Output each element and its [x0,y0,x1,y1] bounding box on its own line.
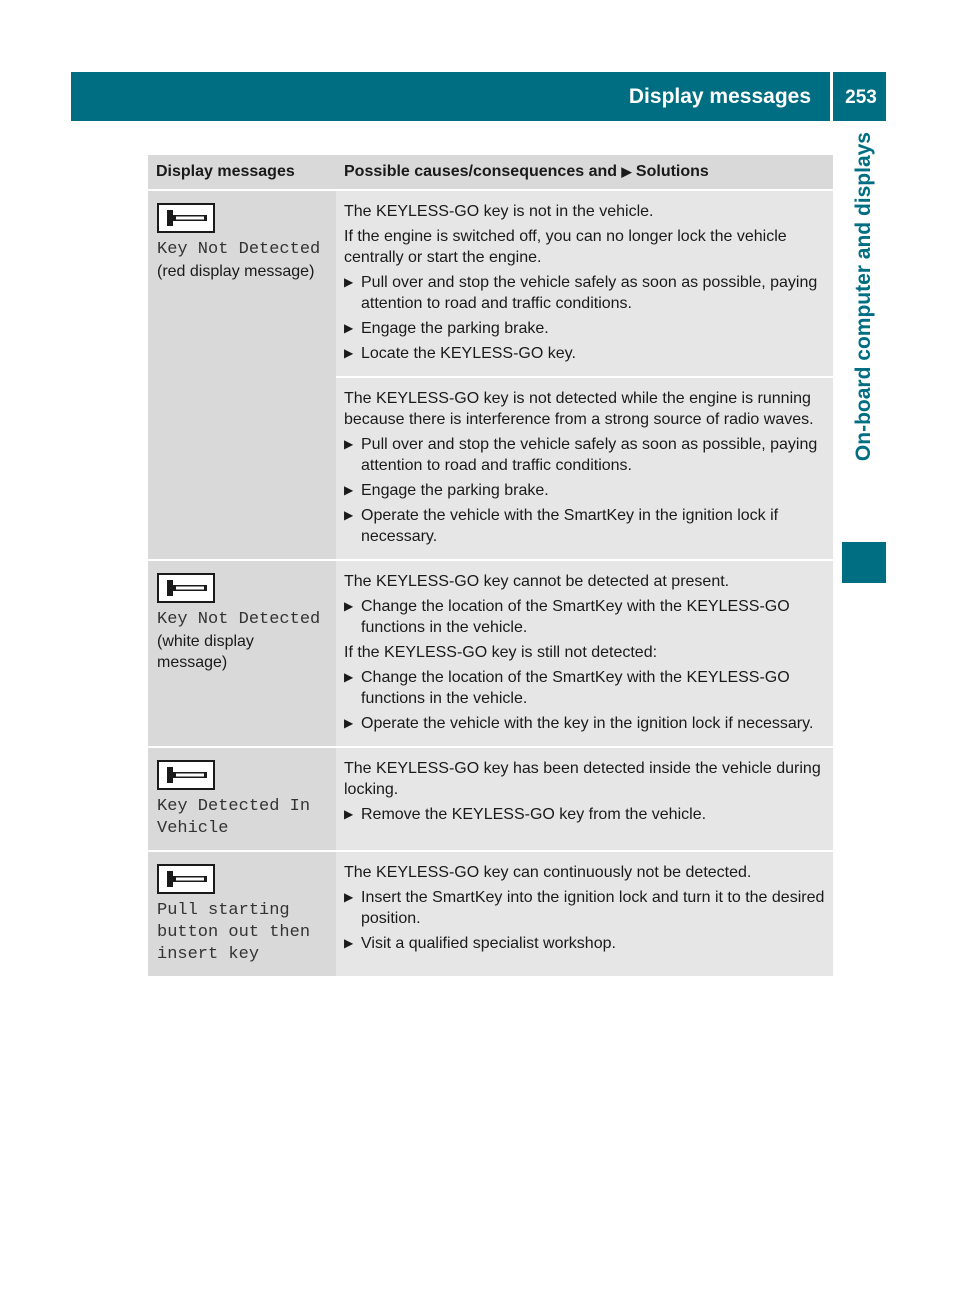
arrow-right-icon: ▶ [344,670,354,684]
instruction-step [344,804,827,825]
display-message-cell [148,851,336,977]
arrow-right-icon: ▶ [344,599,354,613]
instruction-step [344,272,827,314]
column-header-display: Display messages [148,155,336,190]
instruction-text: Operate the vehicle with the SmartKey in the ignition lock if necessary. [361,507,779,545]
instruction-text: Visit a qualified specialist workshop. [361,935,616,952]
arrow-right-icon: ▶ [344,890,354,904]
instruction-text: Insert the SmartKey into the ignition lock and turn it to the desired position. [361,889,825,927]
side-tab-label: On-board computer and displays [852,132,875,462]
display-message-note: (red display message) [157,263,315,280]
arrow-right-icon: ▶ [344,936,354,950]
table-body [148,190,833,977]
paragraph: The KEYLESS-GO key can continuously not be detected. [344,864,752,881]
instruction-step [344,667,827,709]
arrow-right-icon: ▶ [344,346,354,360]
solutions-cell [336,851,833,977]
key-icon [157,573,215,603]
column-header-causes [336,155,833,190]
instruction-text: Change the location of the SmartKey with the KEYLESS-GO functions in the vehicle. [361,669,790,707]
instruction-text: Engage the parking brake. [361,320,549,337]
arrow-right-icon: ▶ [344,508,354,522]
display-message-note: (white display message) [157,633,254,671]
arrow-right-icon: ▶ [344,483,354,497]
display-messages-table [148,155,833,978]
paragraph: The KEYLESS-GO key is not in the vehicle. [344,203,654,220]
display-message-text: Key Not Detected [157,240,321,259]
key-icon [157,203,215,233]
arrow-right-icon: ▶ [344,437,354,451]
page-title: Display messages [628,85,811,108]
display-message-cell [148,190,336,560]
table-header-row [148,155,833,190]
table-row [148,560,833,747]
instruction-text: Locate the KEYLESS-GO key. [361,345,576,362]
paragraph: If the KEYLESS-GO key is still not detected: [344,644,658,661]
instruction-step [344,480,827,501]
header-divider [830,72,833,121]
side-tab[interactable] [842,132,886,542]
instruction-text: Change the location of the SmartKey with the KEYLESS-GO functions in the vehicle. [361,598,790,636]
table-row [148,851,833,977]
arrow-right-icon: ▶ [344,716,354,730]
key-icon [157,864,215,894]
instruction-step [344,434,827,476]
instruction-text: Operate the vehicle with the key in the ignition lock if necessary. [361,715,814,732]
arrow-right-icon: ▶ [344,275,354,289]
solutions-cell [336,377,833,560]
arrow-right-icon: ▶ [344,321,354,335]
display-message-text: Key Detected In Vehicle [157,797,311,838]
display-message-cell [148,560,336,747]
instruction-text: Pull over and stop the vehicle safely as soon as possible, paying attention to road and traffic conditions. [361,436,818,474]
display-message-cell [148,747,336,851]
instruction-step [344,596,827,638]
instruction-step [344,887,827,929]
instruction-text: Pull over and stop the vehicle safely as soon as possible, paying attention to road and traffic conditions. [361,274,818,312]
paragraph: The KEYLESS-GO key cannot be detected at present. [344,573,730,590]
key-icon [157,760,215,790]
display-message-text: Key Not Detected [157,610,321,629]
arrow-right-icon: ▶ [621,164,632,179]
solutions-cell [336,747,833,851]
solutions-cell [336,190,833,377]
table-row [148,747,833,851]
paragraph: The KEYLESS-GO key has been detected inside the vehicle during locking. [344,760,821,798]
instruction-step [344,505,827,547]
side-tab-marker [842,542,886,583]
column-header-solutions-label: Solutions [635,163,709,180]
instruction-step [344,933,827,954]
column-header-causes-label: Possible causes/consequences and [344,163,618,180]
display-message-text: Pull starting button out then insert key [157,901,311,964]
instruction-step [344,318,827,339]
paragraph: The KEYLESS-GO key is not detected while the engine is running because there is interference from a strong source of radio waves. [344,390,814,428]
instruction-step [344,713,827,734]
instruction-step [344,343,827,364]
arrow-right-icon: ▶ [344,807,354,821]
paragraph: If the engine is switched off, you can no longer lock the vehicle centrally or start the engine. [344,228,787,266]
page-number: 253 [845,87,877,108]
solutions-cell [336,560,833,747]
instruction-text: Remove the KEYLESS-GO key from the vehicle. [361,806,707,823]
table-row [148,190,833,377]
instruction-text: Engage the parking brake. [361,482,549,499]
